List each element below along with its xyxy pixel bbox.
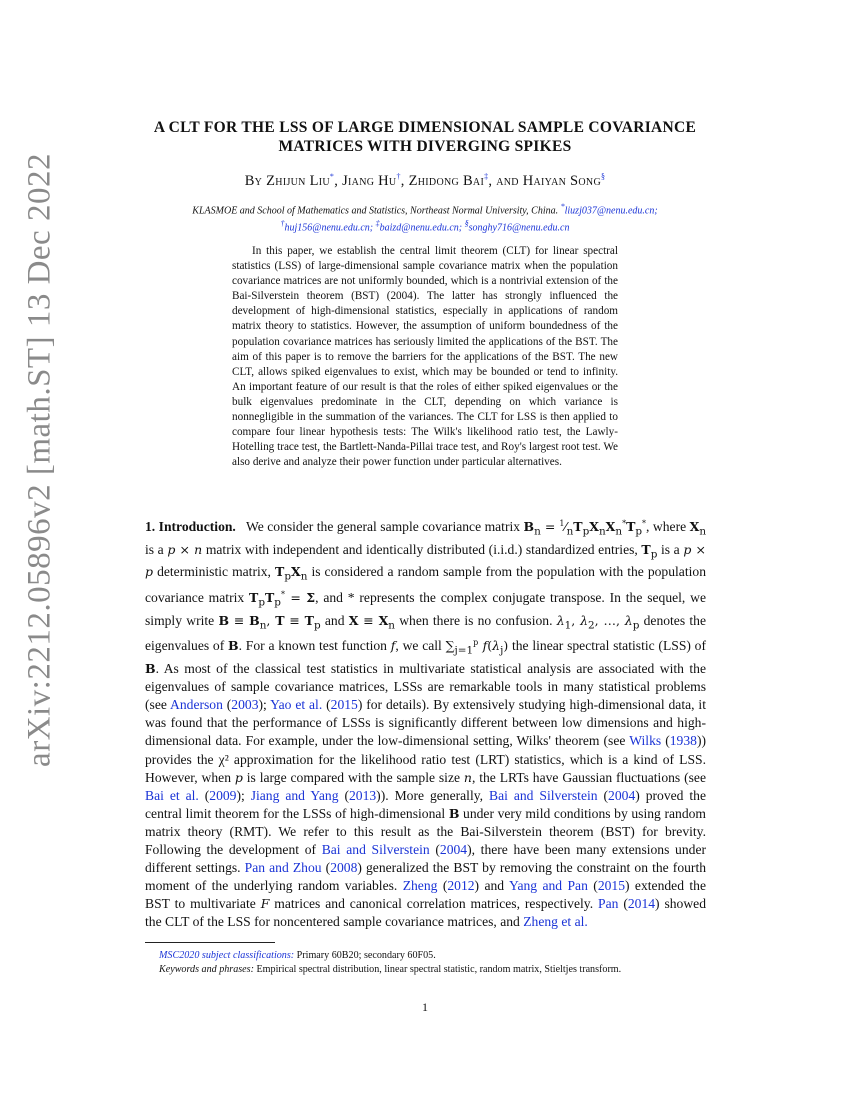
- title-line-1: A CLT FOR THE LSS OF LARGE DIMENSIONAL SAMPLE COVARIANCE: [153, 119, 697, 136]
- affiliation: KLASMOE and School of Mathematics and Statistics, Northeast Normal University, China. *liuzj037@nenu.edu.cn; †huj156@nenu.edu.cn; ‡baizd@nenu.edu.cn; §songhy716@nenu.edu.cn: [192, 202, 658, 234]
- email-4[interactable]: songhy716@nenu.edu.cn: [468, 222, 570, 234]
- author-3: Zhidong Bai: [408, 172, 485, 189]
- footnote-divider: [145, 942, 275, 943]
- ref-pan-zhou[interactable]: Pan and Zhou: [244, 860, 322, 876]
- author-4: Haiyan Song: [522, 172, 601, 189]
- author-4-mark[interactable]: §: [600, 172, 606, 181]
- author-3-mark[interactable]: ‡: [484, 172, 489, 181]
- arxiv-sidebar: [10, 153, 70, 767]
- keywords-label: Keywords and phrases:: [159, 964, 254, 975]
- ref-bai-silverstein-2[interactable]: Bai and Silverstein: [321, 841, 430, 857]
- author-2-mark[interactable]: †: [396, 172, 401, 181]
- ref-yang-pan[interactable]: Yang and Pan: [509, 878, 588, 894]
- page-number: 1: [422, 1000, 428, 1014]
- paper-title: [100, 118, 750, 156]
- ref-anderson[interactable]: Anderson: [170, 697, 223, 713]
- ref-bai-silverstein[interactable]: Bai and Silverstein: [489, 787, 598, 803]
- email-1[interactable]: liuzj037@nenu.edu.cn;: [564, 205, 658, 217]
- author-1: Zhijun Liu: [266, 172, 330, 189]
- ref-bai[interactable]: Bai et al.: [145, 787, 199, 803]
- keywords-footnote: [145, 963, 706, 976]
- ref-jiang-yang[interactable]: Jiang and Yang: [250, 787, 339, 803]
- ref-wilks[interactable]: Wilks: [629, 733, 662, 749]
- ref-zheng[interactable]: Zheng: [402, 878, 438, 894]
- email-2[interactable]: huj156@nenu.edu.cn;: [284, 222, 374, 234]
- introduction-paragraph: 1. Introduction. We consider the general sample covariance matrix $B_n$ = $^1⁄_nT_pX_nX_n^*T_p^*$, where $X_n$ is a p × n matrix with independent and identically distributed (i.i.d.) standardized entries, $T_p$ is a p × p deterministic matrix, $T_pX_n$ is considered a random sample from the population with the population covariance matrix $T_pT_p^* = \Sigma$, and * represents the complex conjugate transpose. In the sequel, we simply write $B \equiv B_n$, $T \equiv T_p$ and $X \equiv X_n$ when there is no confusion. $\lambda_1$, $\lambda_2$, …, $\lambda_p$ denotes the eigenvalues of B. For a known test function f, we call $\sum_{j=1}^p$ $f(\lambda_j)$ the linear spectral statistic (LSS) of B. As most of the classical test statistics in multivariate statistical analysis are associated with the eigenvalues of sample covariance matrices, LSSs are remarkable tools in many statistical problems (see Anderson (2003); Yao et al. (2015) for details). By extensively studying high-dimensional data, it was found that the performance of LSSs is significantly different between low dimensions and high-dimensional data. For example, under the low-dimensional setting, Wilks' theorem (see Wilks (1938)) provides the χ² approximation for the likelihood ratio test (LRT) statistics, which is a kind of LSS. However, when p is large compared with the sample size n, the LRTs have Gaussian fluctuations (see Bai et al. (2009); Jiang and Yang (2013)). More generally, Bai and Silverstein (2004) proved the central limit theorem for the LSSs of high-dimensional B under very mild conditions by using random matrix theory (RMT). We refer to this result as the Bai-Silverstein theorem (BST) for brevity. Following the development of Bai and Silverstein (2004), there have been many extensions under different settings. Pan and Zhou (2008) generalized the BST by removing the constraint on the fourth moment of the underlying random variables. Zheng (2012) and Yang and Pan (2015) extended the BST to multivariate F matrices and canonical correlation matrices, respectively. Pan (2014) showed the CLT of the LSS for noncentered sample covariance matrices, and Zheng et al.: [145, 519, 707, 930]
- title-line-2: MATRICES WITH DIVERGING SPIKES: [278, 138, 572, 155]
- arxiv-identifier: arXiv:2212.05896v2 [math.ST] 13 Dec 2022: [21, 153, 58, 767]
- section-heading: 1. Introduction.: [145, 519, 236, 535]
- by-label: By: [244, 172, 263, 189]
- ref-pan[interactable]: Pan: [598, 896, 619, 912]
- author-2: Jiang Hu: [342, 172, 397, 189]
- email-3[interactable]: baizd@nenu.edu.cn;: [379, 222, 463, 234]
- affiliation-text: KLASMOE and School of Mathematics and Statistics, Northeast Normal University, China.: [192, 205, 559, 217]
- abstract: In this paper, we establish the central limit theorem (CLT) for linear spectral statistics (LSS) of large-dimensional sample covariance matrix when the population covariance matrices are not uniformly bounded, which is a nontrivial extension of the Bai-Silverstein theorem (BST) (2004). The latter has strongly influenced the development of high-dimensional statistics, especially in applications of random matrix theory to statistics. However, the assumption of uniform boundedness of the population covariance matrices has seriously limited the applications of the BST. The aim of this paper is to remove the barriers for the applications of the BST. The new CLT, allows spiked eigenvalues to exist, which may be bounded or tend to infinity. An important feature of our result is that the roles of either spiked eigenvalues or the bulk eigenvalues predominate in the CLT, depending on which variance is nonnegligible in the summation of the variances. The CLT for LSS is then applied to compare four linear hypothesis tests: The Wilk's likelihood ratio test, the Lawly-Hotelling trace test, the Bartlett-Nanda-Pillai trace test, and Roy's largest root test. We also derive and analyze their power function under particular alternatives.: [232, 245, 618, 469]
- msc-text: Primary 60B20; secondary 60F05.: [296, 950, 436, 961]
- msc-label[interactable]: MSC2020 subject classifications:: [159, 950, 295, 961]
- ref-zheng-et-al[interactable]: Zheng et al.: [523, 914, 588, 930]
- keywords-text: Empirical spectral distribution, linear spectral statistic, random matrix, Stieltjes transform.: [256, 964, 622, 975]
- author-list: By Zhijun Liu*, Jiang Hu†, Zhidong Bai‡, and Haiyan Song§: [244, 172, 606, 189]
- ref-yao[interactable]: Yao et al.: [270, 697, 323, 713]
- author-1-mark[interactable]: *: [329, 172, 335, 181]
- msc-footnote: [145, 949, 706, 962]
